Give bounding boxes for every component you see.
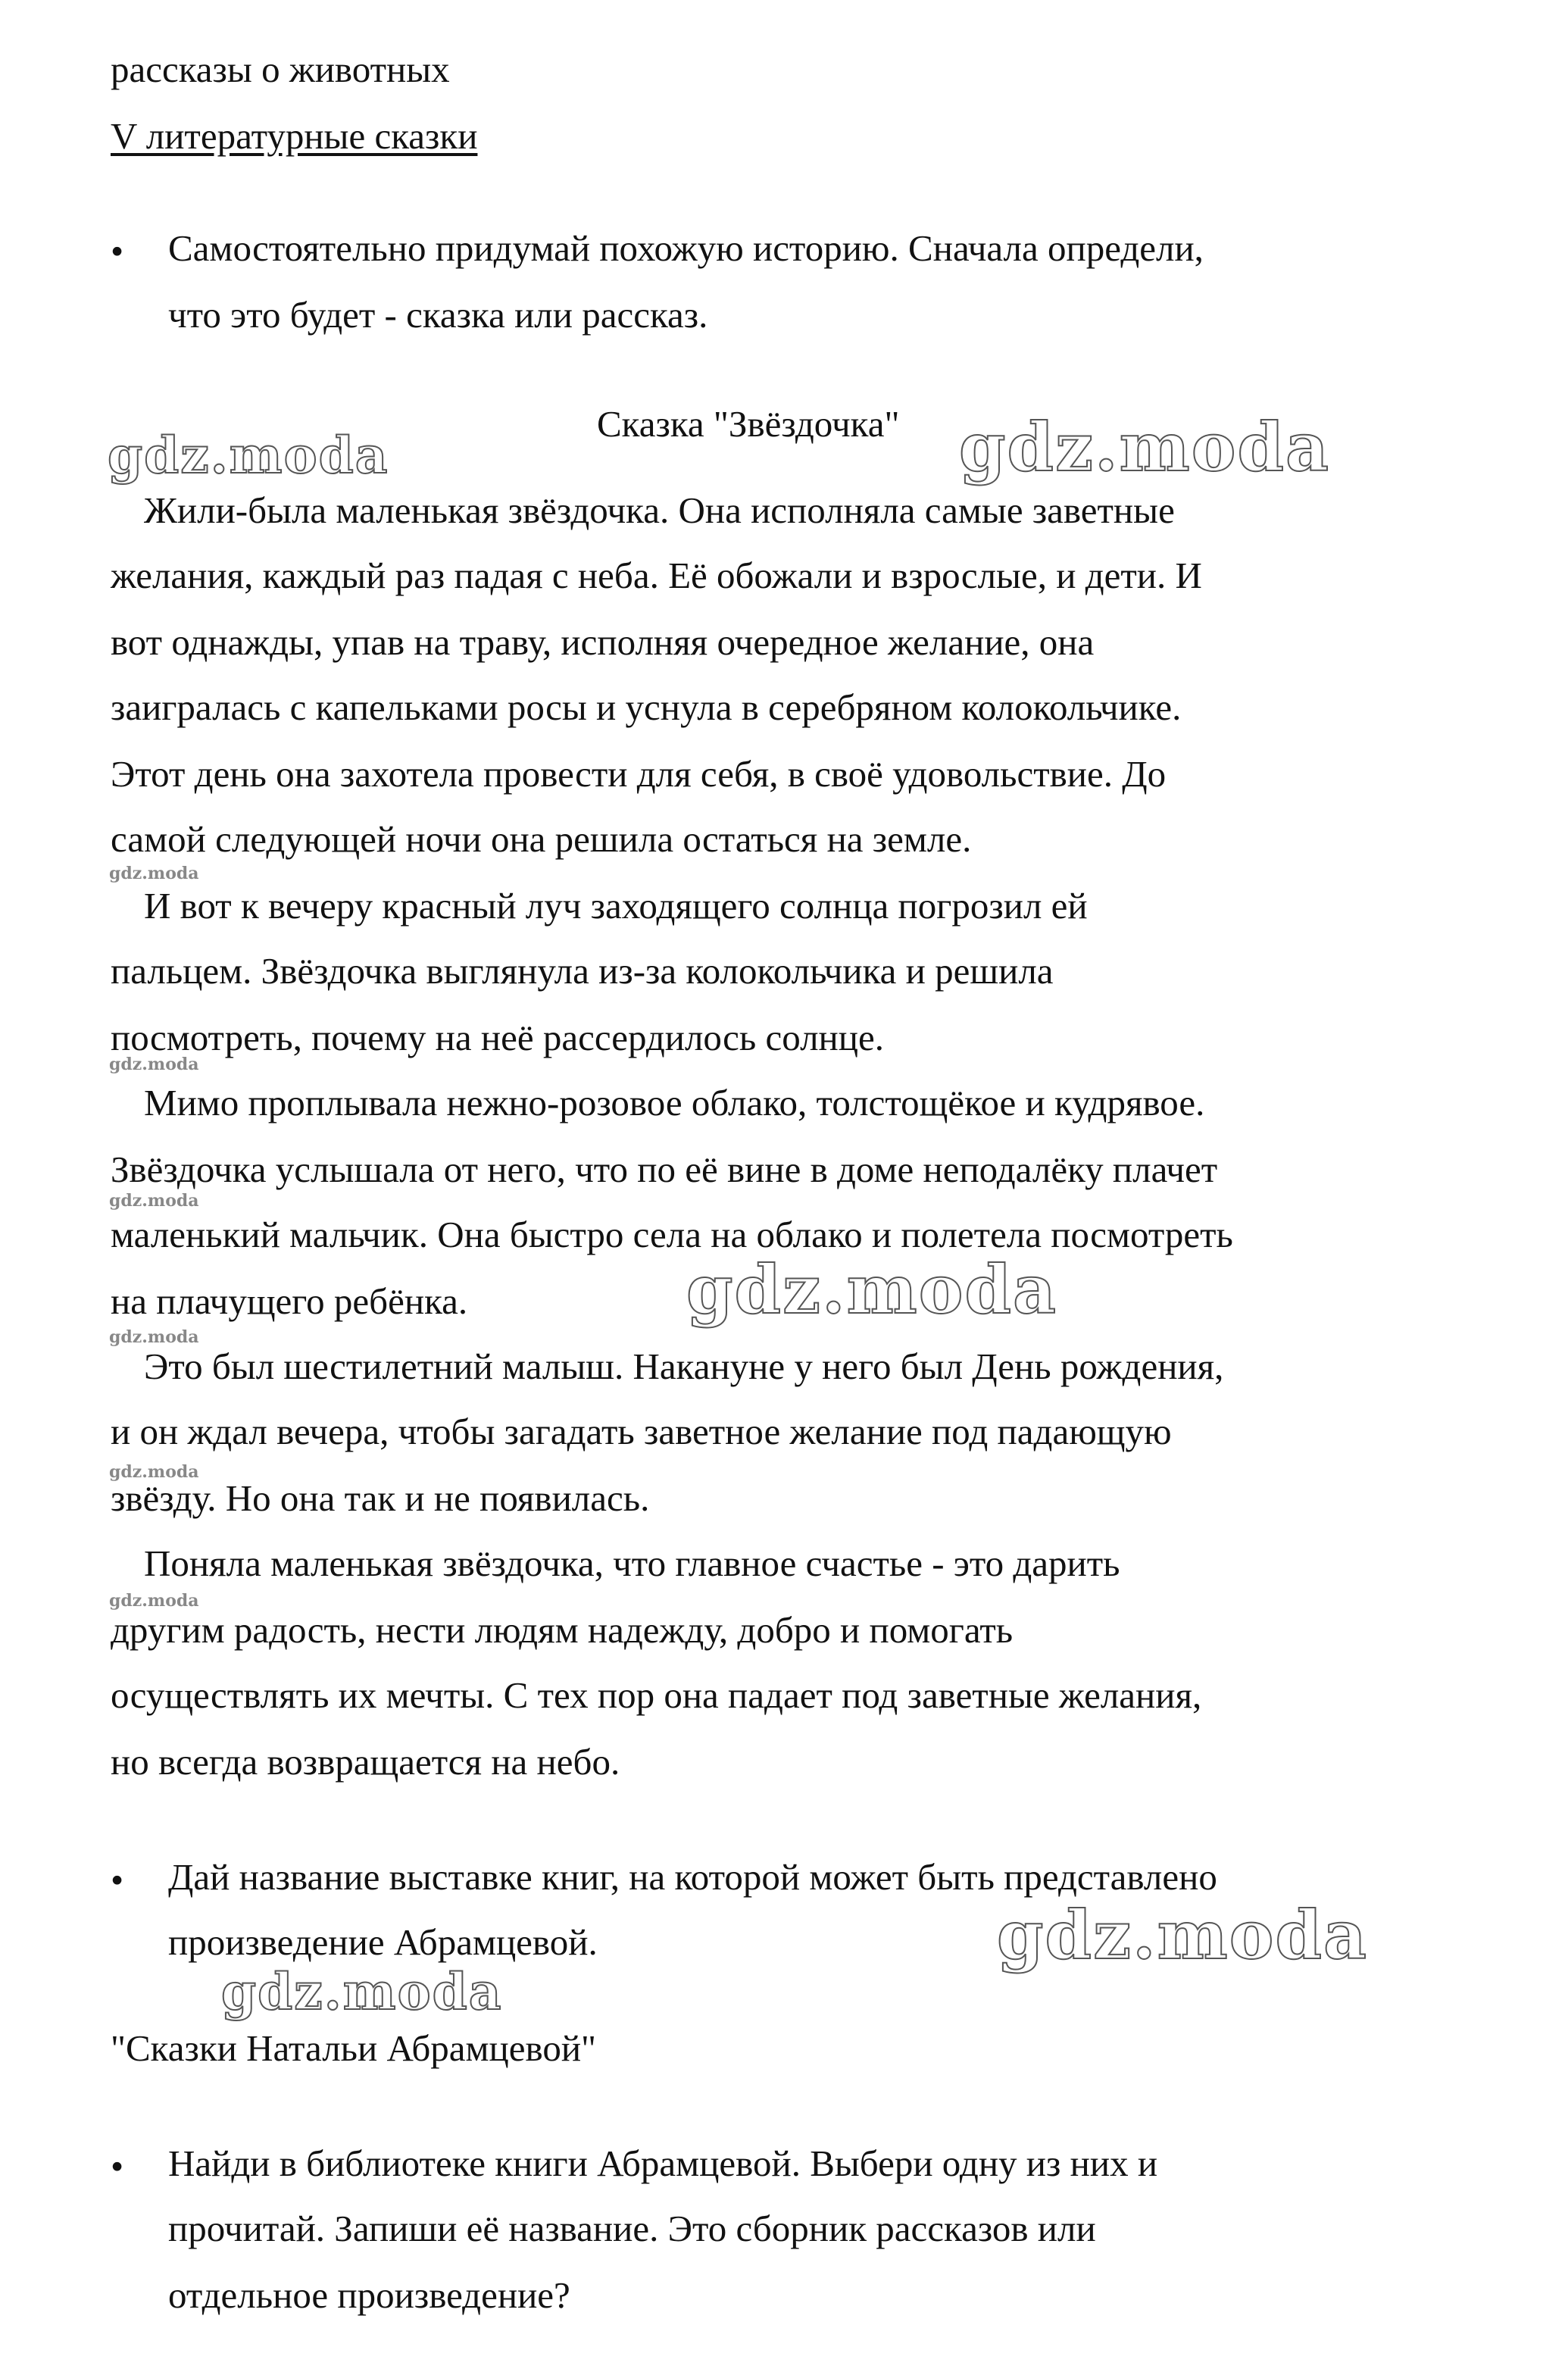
story-line: и он ждал вечера, чтобы загадать заветное желание под падающую [111, 1411, 1172, 1452]
watermark-logo: gdz.moda [109, 1327, 199, 1347]
bullet-icon: • [111, 2145, 124, 2187]
story-line: Это был шестилетний малыш. Накануне у него был День рождения, [144, 1345, 1224, 1387]
watermark-logo: gdz.moda [109, 1591, 199, 1611]
watermark-logo: gdz.moda [997, 1895, 1369, 1974]
task1-line-1: Самостоятельно придумай похожую историю. Сначала определи, [168, 227, 1204, 269]
watermark-logo: gdz.moda [108, 426, 389, 485]
bullet-icon: • [111, 230, 124, 272]
task1-line-2: что это будет - сказка или рассказ. [168, 294, 708, 336]
watermark-logo: gdz.moda [109, 1055, 199, 1074]
task3-line-2: прочитай. Запиши её название. Это сборник рассказов или [168, 2208, 1096, 2249]
story-line: Звёздочка услышала от него, что по её вине в доме неподалёку плачет [111, 1148, 1218, 1190]
story-line: маленький мальчик. Она быстро села на облако и полетела посмотреть [111, 1214, 1233, 1255]
task2-line-1: Дай название выставке книг, на которой может быть представлено [168, 1856, 1217, 1898]
story-line: Мимо проплывала нежно-розовое облако, толстощёкое и кудрявое. [144, 1082, 1205, 1123]
story-line: осуществлять их мечты. С тех пор она падает под заветные желания, [111, 1674, 1202, 1716]
story-line: Этот день она захотела провести для себя, в своё удовольствие. До [111, 753, 1167, 795]
watermark-logo: gdz.moda [686, 1250, 1058, 1329]
story-line: Жили-была маленькая звёздочка. Она исполняла самые заветные [144, 489, 1175, 531]
task2-answer: "Сказки Натальи Абрамцевой" [111, 2027, 597, 2069]
task2-line-2: произведение Абрамцевой. [168, 1921, 598, 1963]
story-line: звёзду. Но она так и не появилась. [111, 1477, 650, 1519]
story-line: Поняла маленькая звёздочка, что главное счастье - это дарить [144, 1542, 1120, 1584]
story-line: самой следующей ночи она решила остаться на земле. [111, 818, 972, 860]
story-line: другим радость, нести людям надежду, добро и помогать [111, 1609, 1014, 1651]
story-line: заигралась с капельками росы и уснула в серебряном колокольчике. [111, 686, 1182, 728]
header-line-1: рассказы о животных [111, 48, 450, 90]
story-line: вот однажды, упав на траву, исполняя очередное желание, она [111, 621, 1095, 663]
watermark-logo: gdz.moda [109, 864, 199, 883]
story-line: И вот к вечеру красный луч заходящего солнца погрозил ей [144, 885, 1088, 927]
bullet-icon: • [111, 1859, 124, 1901]
watermark-logo: gdz.moda [109, 1462, 199, 1482]
watermark-logo: gdz.moda [959, 408, 1331, 486]
story-line: посмотреть, почему на неё рассердилось солнце. [111, 1017, 884, 1058]
watermark-logo: gdz.moda [221, 1962, 503, 2021]
task3-line-1: Найди в библиотеке книги Абрамцевой. Выбери одну из них и [168, 2142, 1158, 2184]
story-line: желания, каждый раз падая с неба. Её обожали и взрослые, и дети. И [111, 555, 1202, 596]
watermark-logo: gdz.moda [109, 1191, 199, 1211]
story-line: пальцем. Звёздочка выглянула из-за колокольчика и решила [111, 950, 1054, 992]
story-line: на плачущего ребёнка. [111, 1280, 468, 1322]
story-title: Сказка "Звёздочка" [597, 403, 900, 445]
task3-line-3: отдельное произведение? [168, 2274, 570, 2316]
story-line: но всегда возвращается на небо. [111, 1741, 620, 1783]
header-line-2: V литературные сказки [111, 115, 478, 157]
